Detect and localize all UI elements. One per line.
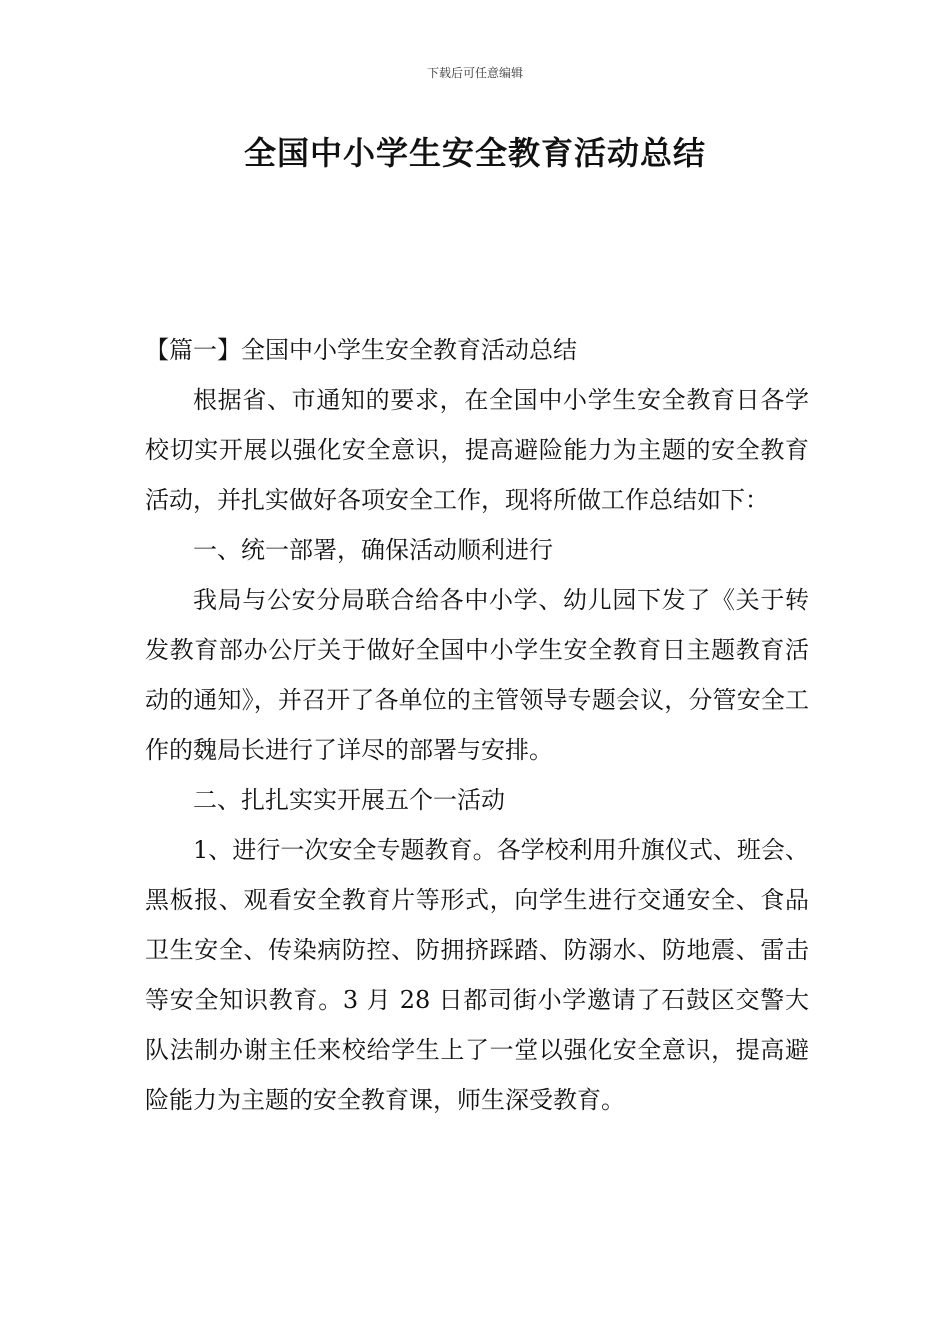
header-note: 下载后可任意编辑 [426, 66, 523, 80]
section-heading: 【篇一】全国中小学生安全教育活动总结 [145, 336, 577, 364]
deployment-paragraph: 我局与公安分局联合给各中小学、幼儿园下发了《关于转发教育部办公厅关于做好全国中小学生安全教育日主题教育活动的通知》，并召开了各单位的主管领导专题会议，分管安全工作的魏局长进行了详尽的部署与安排。 [145, 586, 809, 764]
document-body [145, 325, 809, 1125]
subheading-two: 二、扎扎实实开展五个一活动 [193, 786, 505, 814]
intro-paragraph: 根据省、市通知的要求，在全国中小学生安全教育日各学校切实开展以强化安全意识，提高避险能力为主题的安全教育活动，并扎实做好各项安全工作，现将所做工作总结如下： [145, 386, 809, 514]
activity-paragraph: 1、进行一次安全专题教育。各学校利用升旗仪式、班会、黑板报、观看安全教育片等形式，向学生进行交通安全、食品卫生安全、传染病防控、防拥挤踩踏、防溺水、防地震、雷击等安全知识教育。3 月 28 日都司街小学邀请了石鼓区交警大队法制办谢主任来校给学生上了一堂以强化安全意识，提高避险能力为主题的安全教育课，师生深受教育。 [145, 836, 809, 1114]
document-title: 全国中小学生安全教育活动总结 [243, 134, 706, 172]
subheading-one: 一、统一部署，确保活动顺利进行 [193, 536, 553, 564]
